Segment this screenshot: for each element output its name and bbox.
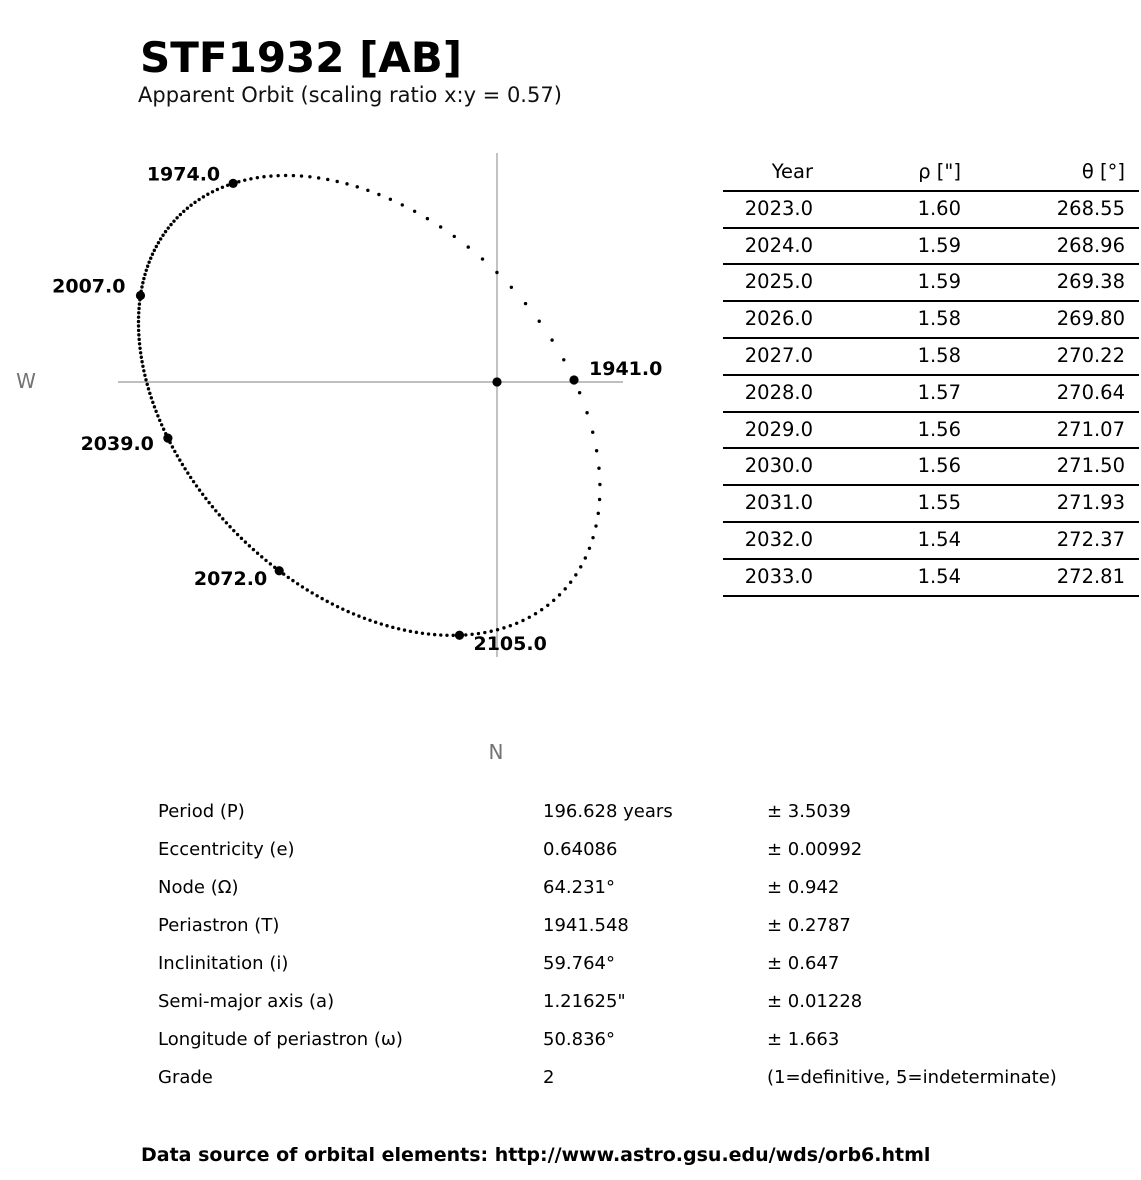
orbit-dot: [202, 195, 205, 198]
north-axis-label: N: [488, 740, 504, 764]
orbit-dot: [171, 445, 174, 448]
orbit-dot: [315, 594, 318, 597]
orbit-dot: [439, 225, 442, 228]
orbit-dot: [495, 271, 498, 274]
orbit-dot: [464, 633, 467, 636]
orbit-dot: [301, 585, 304, 588]
element-row-node: [0, 869, 1141, 907]
orbit-dot: [320, 597, 323, 600]
table-cell: 2023.0: [723, 191, 813, 228]
orbit-dot: [243, 178, 246, 181]
element-label: Inclinitation (i): [158, 953, 289, 974]
element-error: ± 0.00992: [767, 839, 863, 860]
orbit-plot-area: [0, 140, 700, 785]
orbit-dot: [186, 207, 189, 210]
orbit-dot: [445, 634, 448, 637]
element-row-grade: [0, 1059, 1141, 1097]
orbit-dot: [175, 216, 178, 219]
orbit-dot: [502, 626, 505, 629]
orbit-dot: [287, 576, 290, 579]
orbit-plot: [0, 140, 700, 785]
table-cell: 2027.0: [723, 338, 813, 375]
orbit-dot: [147, 387, 150, 390]
table-cell: 271.93: [961, 485, 1139, 522]
orbit-dot: [306, 588, 309, 591]
table-cell: 268.96: [961, 228, 1139, 265]
orbit-dot: [368, 619, 371, 622]
element-value: 1.21625": [543, 991, 626, 1012]
element-error: ± 0.942: [767, 877, 840, 898]
orbit-dot: [564, 587, 567, 590]
data-source-note: Data source of orbital elements: http://www.astro.gsu.edu/wds/orb6.html: [141, 1144, 931, 1166]
table-cell: 1.54: [813, 559, 961, 596]
table-cell: 1.58: [813, 301, 961, 338]
table-row: [723, 228, 1139, 265]
element-label: Grade: [158, 1067, 213, 1088]
orbit-dot: [467, 245, 470, 248]
orbit-dot: [198, 488, 201, 491]
orbit-dot: [151, 401, 154, 404]
orbit-dot: [380, 622, 383, 625]
orbit-dot: [249, 177, 252, 180]
orbit-dot: [591, 431, 594, 434]
west-axis-label: W: [16, 369, 36, 393]
orbit-dot: [167, 226, 170, 229]
table-row: [723, 375, 1139, 412]
orbit-dot: [310, 591, 313, 594]
orbit-dot: [363, 617, 366, 620]
element-value: 50.836°: [543, 1029, 615, 1050]
orbit-dot: [574, 573, 577, 576]
orbit-dot: [137, 320, 140, 323]
orbit-dot: [377, 193, 380, 196]
orbit-dot: [143, 374, 146, 377]
orbit-dot: [528, 616, 531, 619]
element-value: 1941.548: [543, 915, 629, 936]
orbit-dot: [146, 265, 149, 268]
orbit-dot: [591, 536, 594, 539]
orbit-dot: [248, 544, 251, 547]
orbit-dot: [173, 450, 176, 453]
orbit-dot: [385, 624, 388, 627]
orbit-dot: [148, 392, 151, 395]
orbit-dot: [162, 428, 165, 431]
orbit-dot: [137, 338, 140, 341]
orbit-dot: [496, 628, 499, 631]
epoch-label: 2039.0: [80, 433, 154, 456]
orbit-dot: [206, 193, 209, 196]
table-header-row: [723, 155, 1139, 191]
table-cell: 1.60: [813, 191, 961, 228]
column-header-theta: θ [°]: [961, 155, 1139, 191]
orbit-dot: [269, 174, 272, 177]
orbit-dot: [415, 631, 418, 634]
table-cell: 270.22: [961, 338, 1139, 375]
epoch-label: 2007.0: [52, 275, 126, 298]
orbit-dot: [214, 509, 217, 512]
orbit-dot: [195, 484, 198, 487]
table-cell: 2030.0: [723, 448, 813, 485]
table-cell: 2024.0: [723, 228, 813, 265]
orbit-dot: [439, 633, 442, 636]
orbit-dot: [276, 174, 279, 177]
orbit-dot: [292, 174, 295, 177]
orbit-dot: [221, 186, 224, 189]
epoch-dot: [136, 291, 145, 300]
table-cell: 1.59: [813, 228, 961, 265]
orbit-dot: [140, 356, 143, 359]
orbit-dot: [262, 175, 265, 178]
orbit-dot: [139, 351, 142, 354]
table-cell: 269.80: [961, 301, 1139, 338]
orbit-dot: [218, 513, 221, 516]
orbit-dot: [156, 414, 159, 417]
orbit-dot: [427, 632, 430, 635]
orbit-dot: [141, 365, 144, 368]
orbit-dot: [256, 176, 259, 179]
orbit-dot: [421, 632, 424, 635]
orbit-dot: [151, 253, 154, 256]
orbit-dot: [598, 498, 601, 501]
orbit-dot: [300, 174, 303, 177]
orbit-dot: [186, 471, 189, 474]
orbit-dot: [201, 493, 204, 496]
orbit-dot: [521, 619, 524, 622]
table-row: [723, 338, 1139, 375]
orbit-dot: [317, 176, 320, 179]
orbit-dot: [391, 626, 394, 629]
orbit-dot: [137, 333, 140, 336]
table-cell: 2033.0: [723, 559, 813, 596]
orbit-dot: [138, 302, 141, 305]
orbit-dot: [346, 610, 349, 613]
element-label: Periastron (T): [158, 915, 280, 936]
orbit-dot: [510, 286, 513, 289]
orbit-dot: [356, 185, 359, 188]
orbit-dot: [189, 476, 192, 479]
orbit-dot: [336, 605, 339, 608]
orbit-dot: [413, 210, 416, 213]
epoch-dot: [569, 375, 578, 384]
epoch-label: 1974.0: [146, 163, 221, 186]
orbit-dot: [181, 463, 184, 466]
element-error: (1=definitive, 5=indeterminate): [767, 1067, 1057, 1088]
orbit-dot: [326, 178, 329, 181]
orbit-dot: [169, 223, 172, 226]
orbit-dot: [146, 383, 149, 386]
orbit-dot: [143, 273, 146, 276]
orbit-dot: [401, 203, 404, 206]
orbit-dot: [366, 189, 369, 192]
orbit-dot: [189, 204, 192, 207]
orbit-dot: [178, 458, 181, 461]
element-row-inclination: [0, 945, 1141, 983]
orbit-dot: [540, 608, 543, 611]
orbit-dot: [264, 559, 267, 562]
table-row: [723, 522, 1139, 559]
orbit-dot: [142, 369, 145, 372]
table-cell: 1.56: [813, 448, 961, 485]
orbit-dot: [240, 537, 243, 540]
page-title: STF1932 [AB]: [140, 33, 463, 83]
epoch-label: 2072.0: [193, 567, 268, 590]
element-row-periastron: [0, 907, 1141, 945]
orbit-dot: [192, 480, 195, 483]
orbit-dot: [578, 391, 581, 394]
epoch-dot: [455, 631, 464, 640]
orbit-dot: [137, 324, 140, 327]
table-cell: 2025.0: [723, 264, 813, 301]
orbit-dot: [509, 624, 512, 627]
orbit-dot: [389, 198, 392, 201]
orbit-dot: [252, 548, 255, 551]
table-cell: 2029.0: [723, 412, 813, 449]
orbit-dot: [403, 628, 406, 631]
element-value: 2: [543, 1067, 555, 1088]
column-header-year: Year: [723, 155, 813, 191]
element-label: Eccentricity (e): [158, 839, 295, 860]
orbit-dot: [296, 582, 299, 585]
table-cell: 271.50: [961, 448, 1139, 485]
element-error: ± 1.663: [767, 1029, 840, 1050]
orbit-dot: [236, 533, 239, 536]
orbit-dot: [397, 627, 400, 630]
orbital-elements-list: [0, 793, 1141, 1097]
orbit-dot: [352, 612, 355, 615]
orbit-dot: [221, 517, 224, 520]
orbit-dot: [228, 525, 231, 528]
element-error: ± 0.2787: [767, 915, 851, 936]
orbit-dot: [452, 634, 455, 637]
orbit-dot: [138, 347, 141, 350]
orbit-dot: [336, 180, 339, 183]
orbit-dot: [558, 593, 561, 596]
orbit-dot: [150, 396, 153, 399]
table-cell: 272.81: [961, 559, 1139, 596]
table-cell: 268.55: [961, 191, 1139, 228]
table-cell: 1.59: [813, 264, 961, 301]
table-row: [723, 448, 1139, 485]
table-cell: 270.64: [961, 375, 1139, 412]
element-label: Period (P): [158, 801, 245, 822]
ephemeris-table: [723, 155, 1139, 597]
table-row: [723, 412, 1139, 449]
orbit-dot: [579, 565, 582, 568]
orbit-dot: [147, 261, 150, 264]
orbit-dot: [374, 621, 377, 624]
element-row-longitude-periastron: [0, 1021, 1141, 1059]
table-cell: 2028.0: [723, 375, 813, 412]
orbit-dot: [160, 423, 163, 426]
orbit-dot: [182, 210, 185, 213]
epoch-dot: [229, 179, 238, 188]
element-row-semimajor-axis: [0, 983, 1141, 1021]
element-error: ± 0.647: [767, 953, 840, 974]
orbit-dot: [308, 175, 311, 178]
orbit-dot: [426, 217, 429, 220]
element-value: 0.64086: [543, 839, 618, 860]
epoch-dot: [163, 434, 172, 443]
orbit-dot: [244, 540, 247, 543]
orbit-dot: [141, 281, 144, 284]
element-label: Longitude of periastron (ω): [158, 1029, 403, 1050]
orbit-dot: [137, 311, 140, 314]
orbit-dot: [183, 467, 186, 470]
orbit-dot: [155, 245, 158, 248]
table-cell: 2032.0: [723, 522, 813, 559]
orbit-dot: [137, 315, 140, 318]
orbit-dot: [142, 277, 145, 280]
orbit-dot: [341, 607, 344, 610]
orbit-dot: [481, 257, 484, 260]
table-cell: 1.56: [813, 412, 961, 449]
table-cell: 272.37: [961, 522, 1139, 559]
orbit-dot: [145, 269, 148, 272]
orbit-dot: [597, 466, 600, 469]
orbit-dot: [140, 360, 143, 363]
orbit-dot: [357, 614, 360, 617]
table-cell: 2031.0: [723, 485, 813, 522]
table-row: [723, 191, 1139, 228]
table-cell: 2026.0: [723, 301, 813, 338]
table-cell: 1.57: [813, 375, 961, 412]
orbit-dot: [157, 241, 160, 244]
epoch-label: 2105.0: [473, 633, 547, 656]
orbit-dot: [595, 449, 598, 452]
orbit-dot: [176, 454, 179, 457]
orbit-dot: [515, 622, 518, 625]
table-cell: 269.38: [961, 264, 1139, 301]
orbit-dot: [204, 497, 207, 500]
epoch-dot: [275, 566, 284, 575]
table-row: [723, 264, 1139, 301]
epoch-label: 1941.0: [589, 357, 663, 380]
column-header-rho: ρ ["]: [813, 155, 961, 191]
orbit-dot: [260, 555, 263, 558]
element-error: ± 0.01228: [767, 991, 863, 1012]
orbit-dot: [291, 579, 294, 582]
orbit-dot: [161, 234, 164, 237]
orbit-dot: [409, 630, 412, 633]
element-value: 196.628 years: [543, 801, 673, 822]
orbit-dot: [538, 320, 541, 323]
orbit-dot: [552, 599, 555, 602]
orbit-dot: [137, 307, 140, 310]
orbit-dot: [562, 358, 565, 361]
orbit-dot: [179, 213, 182, 216]
orbit-dot: [137, 329, 140, 332]
element-label: Semi-major axis (a): [158, 991, 335, 1012]
ephemeris-table-container: [723, 155, 1125, 597]
table-row: [723, 301, 1139, 338]
primary-star-marker: [492, 377, 501, 386]
orbit-dot: [158, 419, 161, 422]
orbit-dot: [331, 602, 334, 605]
element-error: ± 3.5039: [767, 801, 851, 822]
orbit-dot: [569, 580, 572, 583]
orbit-dot: [345, 182, 348, 185]
page-subtitle: Apparent Orbit (scaling ratio x:y = 0.57): [138, 83, 562, 107]
orbit-dot: [598, 483, 601, 486]
element-row-eccentricity: [0, 831, 1141, 869]
orbit-dot: [164, 230, 167, 233]
orbit-dot: [284, 174, 287, 177]
orbit-dot: [232, 529, 235, 532]
table-cell: 1.55: [813, 485, 961, 522]
table-row: [723, 485, 1139, 522]
element-value: 59.764°: [543, 953, 615, 974]
orbit-dot: [326, 600, 329, 603]
orbit-dot: [256, 552, 259, 555]
orbit-dot: [172, 219, 175, 222]
orbit-dot: [550, 338, 553, 341]
orbit-dot: [524, 302, 527, 305]
orbit-dot: [140, 285, 143, 288]
orbit-dot: [159, 237, 162, 240]
orbit-dot: [453, 235, 456, 238]
table-cell: 271.07: [961, 412, 1139, 449]
element-label: Node (Ω): [158, 877, 239, 898]
orbit-dot: [534, 612, 537, 615]
orbit-dot: [211, 190, 214, 193]
orbit-dot: [207, 501, 210, 504]
orbit-dot: [154, 410, 157, 413]
orbit-dot: [546, 604, 549, 607]
orbit-dot: [197, 198, 200, 201]
table-row: [723, 559, 1139, 596]
orbit-dot: [153, 405, 156, 408]
orbit-dot: [149, 257, 152, 260]
orbit-dot: [211, 505, 214, 508]
orbit-dot: [588, 547, 591, 550]
orbit-dot: [584, 556, 587, 559]
orbit-dot: [433, 633, 436, 636]
element-value: 64.231°: [543, 877, 615, 898]
orbit-dot: [138, 342, 141, 345]
orbit-dot: [216, 188, 219, 191]
orbit-dot: [597, 512, 600, 515]
orbit-dot: [594, 524, 597, 527]
element-row-period: [0, 793, 1141, 831]
orbit-dot: [585, 411, 588, 414]
orbit-dot: [144, 378, 147, 381]
orbit-dot: [269, 562, 272, 565]
table-cell: 1.54: [813, 522, 961, 559]
orbit-dot: [225, 521, 228, 524]
orbit-dot: [153, 249, 156, 252]
orbit-dot: [193, 201, 196, 204]
table-cell: 1.58: [813, 338, 961, 375]
